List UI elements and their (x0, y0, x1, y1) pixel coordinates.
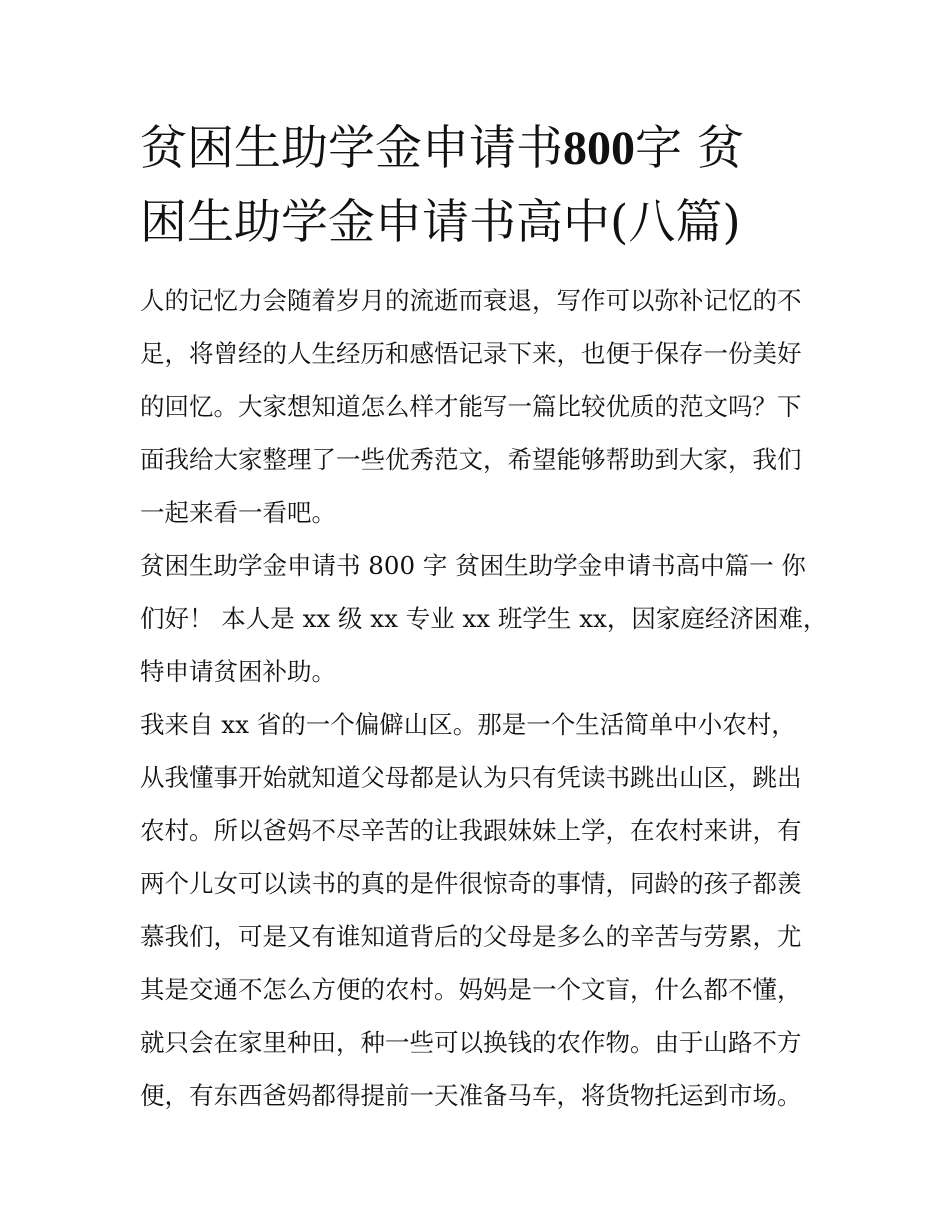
paragraph-line: 慕我们，可是又有谁知道背后的父母是多么的辛苦与劳累，尤 (140, 922, 802, 951)
paragraph-line: 就只会在家里种田，种一些可以换钱的农作物。由于山路不方 (140, 1028, 802, 1057)
paragraph-line: 我来自 xx 省的一个偏僻山区。那是一个生活简单中小农村， (140, 710, 796, 739)
paragraph-line: 特申请贫困补助。 (140, 657, 336, 686)
paragraph-line: 从我懂事开始就知道父母都是认为只有凭读书跳出山区，跳出 (140, 763, 802, 792)
paragraph-line: 们好！ 本人是 xx 级 xx 专业 xx 班学生 xx，因家庭经济困难， (140, 604, 828, 633)
title-text-part2: 字 贫 (635, 121, 744, 176)
paragraph-line: 足，将曾经的人生经历和感悟记录下来，也便于保存一份美好 (140, 339, 802, 368)
paragraph-line: 两个儿女可以读书的真的是件很惊奇的事情，同龄的孩子都羡 (140, 869, 802, 898)
paragraph-line: 人的记忆力会随着岁月的流逝而衰退，写作可以弥补记忆的不 (140, 286, 802, 315)
paragraph-greeting (140, 539, 828, 698)
title-number: 800 (563, 122, 635, 175)
paragraph-intro (140, 274, 820, 539)
paragraph-line: 面我给大家整理了一些优秀范文，希望能够帮助到大家，我们 (140, 445, 802, 474)
paragraph-line: 便，有东西爸妈都得提前一天准备马车，将货物托运到市场。 (140, 1081, 802, 1110)
document-body (140, 274, 828, 1122)
document-title (140, 112, 820, 260)
title-text-line2: 困生助学金申请书高中(八篇) (140, 195, 741, 250)
title-text-part1: 贫困生助学金申请书 (140, 121, 563, 176)
paragraph-line: 一起来看一看吧。 (140, 498, 336, 527)
paragraph-line: 的回忆。大家想知道怎么样才能写一篇比较优质的范文吗？下 (140, 392, 802, 421)
paragraph-background (140, 698, 820, 1122)
paragraph-line: 农村。所以爸妈不尽辛苦的让我跟妹妹上学，在农村来讲，有 (140, 816, 802, 845)
paragraph-line: 其是交通不怎么方便的农村。妈妈是一个文盲，什么都不懂， (140, 975, 802, 1004)
paragraph-line: 贫困生助学金申请书 800 字 贫困生助学金申请书高中篇一 你 (140, 551, 806, 580)
